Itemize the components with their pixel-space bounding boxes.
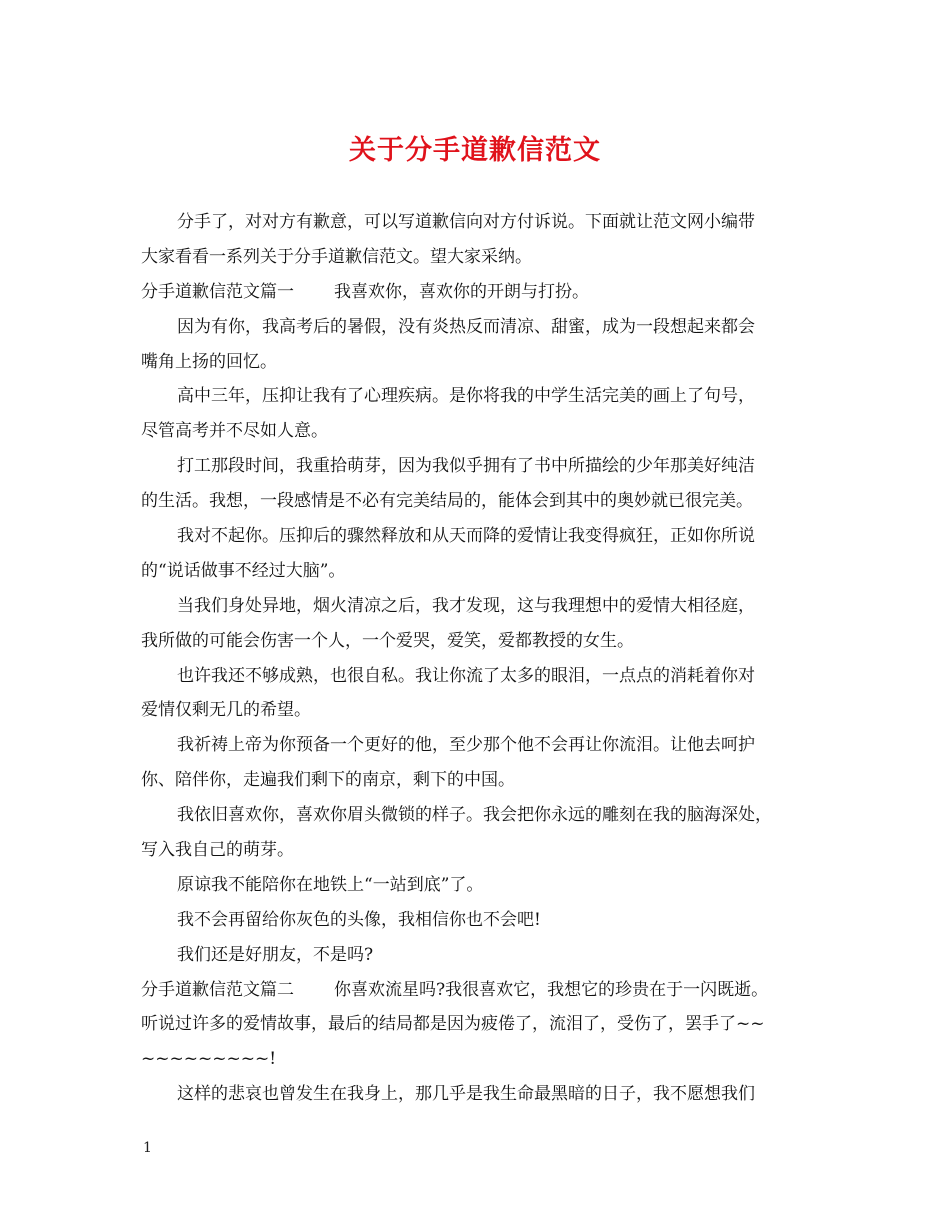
paragraph-line: 听说过许多的爱情故事，最后的结局都是因为疲倦了，流泪了，受伤了，罢手了~~ — [141, 1014, 765, 1035]
paragraph-line: 大家看看一系列关于分手道歉信范文。望大家采纳。 — [141, 246, 532, 267]
paragraph-line: 我祈祷上帝为你预备一个更好的他，至少那个他不会再让你流泪。让他去呵护 — [177, 735, 755, 756]
section-heading: 分手道歉信范文篇一 — [141, 281, 294, 302]
paragraph-text: 我喜欢你，喜欢你的开朗与打扮。 — [334, 281, 589, 302]
paragraph-line: 你、陪伴你，走遍我们剩下的南京，剩下的中国。 — [141, 770, 515, 791]
paragraph-line: ~~~~~~~~~! — [141, 1049, 277, 1070]
paragraph-line: 我们还是好朋友，不是吗? — [177, 944, 374, 965]
paragraph-line: 原谅我不能陪你在地铁上“一站到底”了。 — [177, 874, 484, 895]
paragraph-line: 分手了，对对方有歉意，可以写道歉信向对方付诉说。下面就让范文网小编带 — [177, 212, 755, 232]
paragraph-line: 也许我还不够成熟，也很自私。我让你流了太多的眼泪，一点点的消耗着你对 — [177, 665, 755, 686]
document-title: 关于分手道歉信范文 — [349, 135, 601, 166]
paragraph-line: 我不会再留给你灰色的头像，我相信你也不会吧! — [177, 909, 541, 930]
paragraph-text: 你喜欢流星吗?我很喜欢它，我想它的珍贵在于一闪既逝。 — [334, 979, 769, 1000]
paragraph-line: 我依旧喜欢你，喜欢你眉头微锁的样子。我会把你永远的雕刻在我的脑海深处， — [177, 805, 772, 826]
paragraph-line: 的生活。我想，一段感情是不必有完美结局的，能体会到其中的奥妙就已很完美。 — [141, 491, 753, 512]
paragraph-line: 当我们身处异地，烟火清凉之后，我才发现，这与我理想中的爱情大相径庭， — [177, 595, 755, 616]
paragraph-line: 这样的悲哀也曾发生在我身上，那几乎是我生命最黑暗的日子，我不愿想我们 — [177, 1084, 755, 1105]
paragraph-line: 嘴角上扬的回忆。 — [141, 351, 277, 372]
paragraph-line: 高中三年，压抑让我有了心理疾病。是你将我的中学生活完美的画上了句号， — [177, 386, 755, 407]
paragraph-line: 因为有你，我高考后的暑假，没有炎热反而清凉、甜蜜，成为一段想起来都会 — [177, 316, 755, 337]
paragraph-line: 写入我自己的萌芽。 — [141, 840, 294, 861]
section-heading-line — [141, 275, 823, 310]
document-body — [141, 205, 823, 1112]
paragraph-line: 的“说话做事不经过大脑”。 — [141, 560, 346, 581]
paragraph-line: 爱情仅剩无几的希望。 — [141, 700, 311, 721]
section-heading: 分手道歉信范文篇二 — [141, 979, 294, 1000]
section-heading-line — [141, 973, 823, 1008]
paragraph-line: 打工那段时间，我重拾萌芽，因为我似乎拥有了书中所描绘的少年那美好纯洁 — [177, 456, 755, 477]
paragraph-line: 我对不起你。压抑后的骤然释放和从天而降的爱情让我变得疯狂，正如你所说 — [177, 526, 755, 547]
paragraph-line: 尽管高考并不尽如人意。 — [141, 421, 328, 442]
paragraph-line: 我所做的可能会伤害一个人，一个爱哭，爱笑，爱都教授的女生。 — [141, 630, 634, 651]
page-number: 1 — [143, 1140, 152, 1156]
